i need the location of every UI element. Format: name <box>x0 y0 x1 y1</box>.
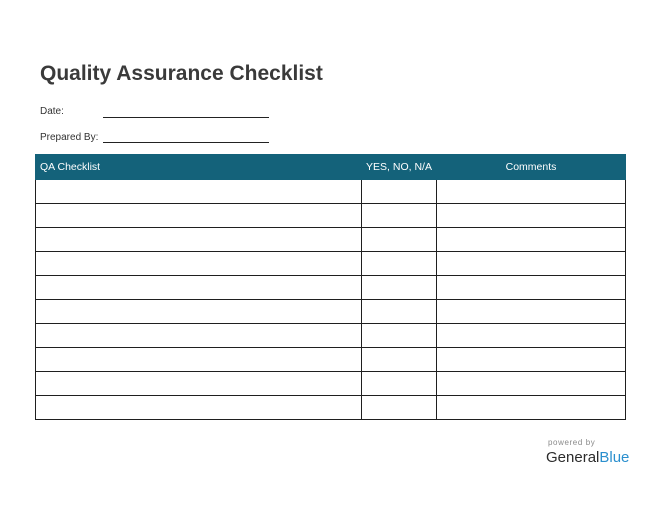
table-row <box>36 300 626 324</box>
comments-cell[interactable] <box>437 276 626 300</box>
qa-item-cell[interactable] <box>36 348 362 372</box>
table-row <box>36 348 626 372</box>
yes-no-na-cell[interactable] <box>362 396 437 420</box>
comments-cell[interactable] <box>437 324 626 348</box>
qa-item-cell[interactable] <box>36 204 362 228</box>
generalblue-logo[interactable] <box>546 449 629 466</box>
page-title: Quality Assurance Checklist <box>40 62 323 85</box>
brand-name-general: General <box>546 449 600 466</box>
comments-cell[interactable] <box>437 372 626 396</box>
powered-by-text: powered by <box>548 438 596 447</box>
comments-cell[interactable] <box>437 396 626 420</box>
yes-no-na-cell[interactable] <box>362 252 437 276</box>
yes-no-na-cell[interactable] <box>362 204 437 228</box>
comments-cell[interactable] <box>437 252 626 276</box>
table-row <box>36 372 626 396</box>
qa-item-cell[interactable] <box>36 396 362 420</box>
yes-no-na-cell[interactable] <box>362 300 437 324</box>
table-row <box>36 204 626 228</box>
column-header-yes-no-na: YES, NO, N/A <box>362 155 437 180</box>
qa-item-cell[interactable] <box>36 300 362 324</box>
comments-cell[interactable] <box>437 300 626 324</box>
comments-cell[interactable] <box>437 348 626 372</box>
yes-no-na-cell[interactable] <box>362 348 437 372</box>
yes-no-na-cell[interactable] <box>362 180 437 204</box>
date-label: Date: <box>40 106 64 117</box>
table-row <box>36 180 626 204</box>
column-header-qa-checklist: QA Checklist <box>36 155 362 180</box>
qa-item-cell[interactable] <box>36 228 362 252</box>
comments-cell[interactable] <box>437 180 626 204</box>
table-header-row <box>36 155 626 180</box>
table-row <box>36 228 626 252</box>
qa-item-cell[interactable] <box>36 324 362 348</box>
qa-item-cell[interactable] <box>36 180 362 204</box>
column-header-comments: Comments <box>437 155 626 180</box>
table-row <box>36 252 626 276</box>
qa-item-cell[interactable] <box>36 252 362 276</box>
qa-item-cell[interactable] <box>36 276 362 300</box>
yes-no-na-cell[interactable] <box>362 372 437 396</box>
table-row <box>36 276 626 300</box>
qa-item-cell[interactable] <box>36 372 362 396</box>
brand-name-blue: Blue <box>599 449 630 466</box>
prepared-by-field[interactable] <box>103 142 269 143</box>
yes-no-na-cell[interactable] <box>362 228 437 252</box>
date-field[interactable] <box>103 117 269 118</box>
prepared-by-label: Prepared By: <box>40 132 99 143</box>
table-row <box>36 324 626 348</box>
yes-no-na-cell[interactable] <box>362 324 437 348</box>
comments-cell[interactable] <box>437 228 626 252</box>
qa-checklist-table <box>35 154 626 420</box>
comments-cell[interactable] <box>437 204 626 228</box>
table-row <box>36 396 626 420</box>
yes-no-na-cell[interactable] <box>362 276 437 300</box>
